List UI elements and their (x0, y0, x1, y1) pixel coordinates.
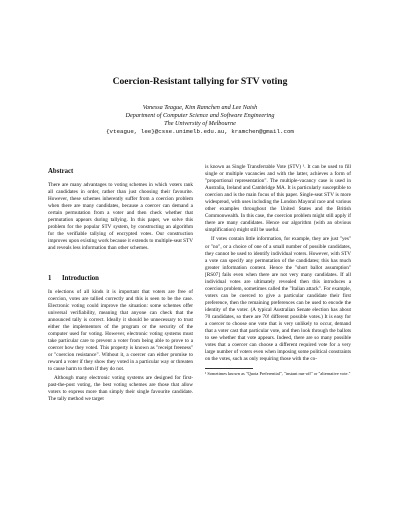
authors: Vanessa Teague, Kim Ramchen and Lee Naish (142, 104, 258, 111)
intro-heading (48, 275, 193, 282)
intro-paragraph-1: In elections of all kinds it is important that voters are free of coercion, votes are tallied correctly and this is seen to be the case. Electronic voting could improve the situation: some schemes offer universal verifiability, meaning that anyone can check that the announced tally is correct. Ideally it should be unnecessary to trust either the implementors of the program or the security of the computer used for voting. However, electronic voting systems must take particular care to prevent a voter from being able to prove to a coercer how they voted. This property is known as "receipt freeness" or "coercion resistance". Without it, a coercer can either promise to reward a voter if they show they voted in a particular way or threaten to cause harm to them if they do not. (48, 288, 193, 373)
footnote-rule (205, 368, 253, 369)
left-column (48, 164, 193, 405)
paper-title: Coercion-Resistant tallying for STV voting (112, 76, 288, 87)
right-column (205, 164, 351, 377)
section-number: 1 (48, 274, 52, 282)
footnote: ¹ Sometimes known as "Quota Preferential", "instant run-off" or "alternative vote." (205, 371, 351, 377)
abstract-text: There are many advantages to voting schemes in which voters rank all candidates in order, rather than just choosing their favourite. However, these schemes inherently suffer from a coercion problem when there are many candidates, because a coercer can demand a certain permutation from a voter and then check whether that permutation appears during tallying. In this paper, we solve this problem for the popular STV system, by constructing an algorithm for the verifiable tallying of encrypted votes. Our construction improves upon existing work because it extends to multiple-seat STV and reveals less information than other schemes. (48, 182, 193, 252)
section-title: Introduction (62, 274, 99, 282)
right-paragraph-1: is known as Single Transferrable Vote (STV) ¹. It can be used to fill single or multiple vacancies and with the latter, achieves a form of "proportional representation". The multiple-vacancy case is used in Australia, Ireland and Cambridge MA. It is particularly susceptible to coercion and is the main focus of this paper. Single-seat STV is more widespread, with uses including the London Mayoral race and various other examples throughout the United States and the British Commonwealth. In this case, the coercion problem might still apply if there are many candidates. Hence our algorithm (with an obvious simplification) might still be useful. (205, 164, 351, 234)
author-block (0, 104, 400, 136)
abstract-heading: Abstract (48, 168, 74, 175)
email: {vteague, lee}@csse.unimelb.edu.au, kramchen@gmail.com (106, 128, 294, 136)
university: The University of Melbourne (164, 120, 236, 128)
intro-paragraph-2: Although many electronic voting systems are designed for first-past-the-post voting, the best voting schemes are those that allow voters to express more than simply their single favourite candidate. The tally method we target (48, 375, 193, 403)
department: Department of Computer Science and Software Engineering (125, 112, 275, 120)
right-paragraph-2: If votes contain little information, for example, they are just "yes" or "no", or a choice of one of a small number of possible candidates, they cannot be used to identify individual voters. However, with STV a vote can specify any permutation of the candidates; this has much greater information content. Hence the "short ballot assumption" [RS07] fails even when there are not very many candidates. If all individual votes are ultimately revealed then this introduces a coercion problem, sometimes called the "Italian attack". For example, voters can be coerced to give a particular candidate their first preference, then the remaining preferences can be used to encode the identity of the voter. (A typical Australian Senate election has about 70 candidates, so there are 70! different possible votes.) It is easy for a coercer to choose one vote that is very unlikely to occur, demand that a voter cast that particular vote, and then look through the ballots to see whether that vote appears. Indeed, there are so many possible votes that a coercer can choose a different required vote for a very large number of voters even when imposing some political constraints on the votes, such as only requiring those with the co- (205, 236, 351, 363)
